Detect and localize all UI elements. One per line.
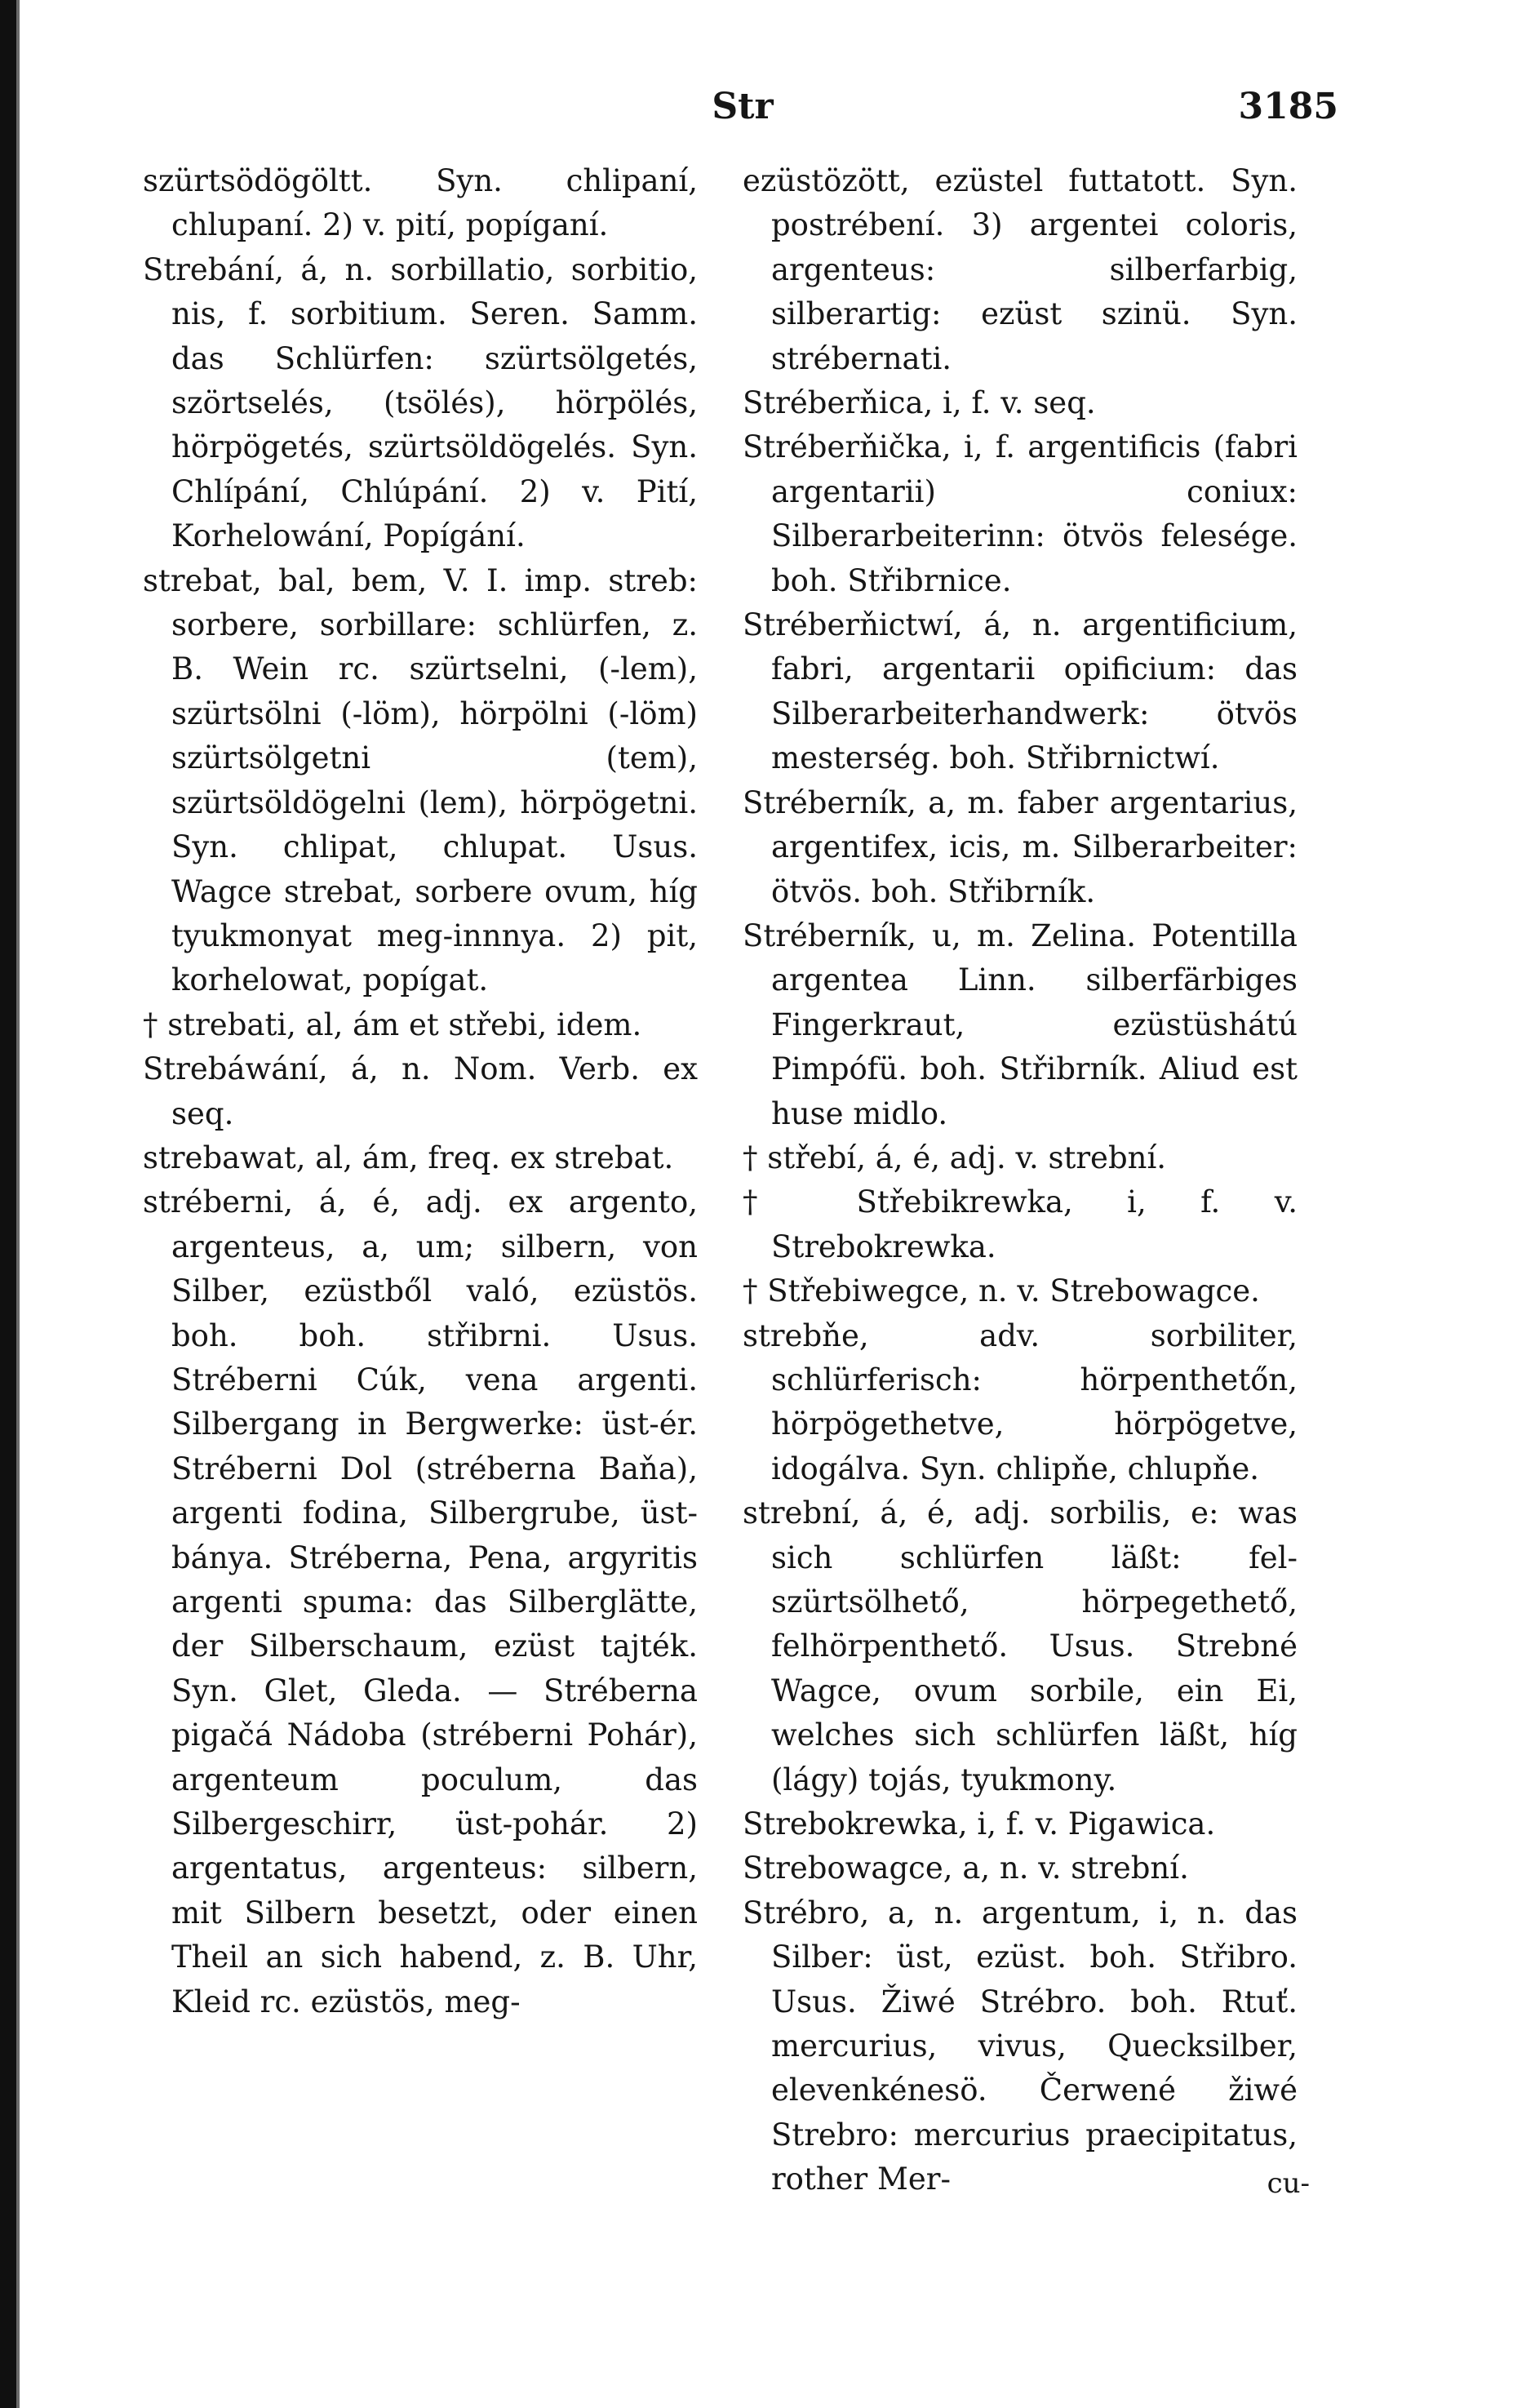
dictionary-entry: Stréberník, a, m. faber argentarius, argentifex, icis, m. Silberarbeiter: ötvös. boh. Střibrník. — [743, 784, 1298, 909]
dictionary-entry: Stréberňica, i, f. v. seq. — [743, 385, 1096, 421]
dictionary-entry: Stréberník, u, m. Zelina. Potentilla argentea Linn. silberfärbiges Fingerkraut, ezüstüshátú Pimpófü. boh. Střibrník. Aliud est huse midlo. — [743, 917, 1298, 1131]
page-header — [147, 86, 1338, 135]
right-column — [743, 159, 1298, 2202]
dictionary-entry: Strebáwání, á, n. Nom. Verb. ex seq. — [143, 1051, 698, 1131]
dictionary-entry: † střebí, á, é, adj. v. strební. — [743, 1140, 1167, 1175]
dictionary-entry: Strebání, á, n. sorbillatio, sorbitio, nis, f. sorbitium. Seren. Samm. das Schlürfen: szürtsölgetés, szörtselés, (tsölés), hörpölés, hörpögetés, szürtsöldögelés. Syn. Chlípání, Chlúpání. 2) v. Pití, Korhelowání, Popígání. — [143, 251, 698, 554]
dictionary-entry: † Střebiwegce, n. v. Strebowagce. — [743, 1273, 1260, 1309]
running-head: Str — [712, 86, 774, 127]
catchword: cu- — [1267, 2167, 1310, 2200]
dictionary-entry: † strebati, al, ám et střebi, idem. — [143, 1006, 642, 1042]
dictionary-entry: strebňe, adv. sorbiliter, schlürferisch: hörpenthetőn, hörpögethetve, hörpögetve, idogálva. Syn. chlipňe, chlupňe. — [743, 1317, 1298, 1486]
dictionary-entry: strební, á, é, adj. sorbilis, e: was sich schlürfen läßt: fel-szürtsölhető, hörpegethető, felhörpenthető. Usus. Strebné Wagce, ovum sorbile, ein Ei, welches sich schlürfen läßt, híg (lágy) tojás, tyukmony. — [743, 1495, 1298, 1797]
page-left-edge-shadow — [0, 0, 16, 2408]
left-column — [143, 159, 698, 2024]
dictionary-entry: stréberni, á, é, adj. ex argento, argenteus, a, um; silbern, von Silber, ezüstből való, ezüstös. boh. boh. střibrni. Usus. Stréberni Cúk, vena argenti. Silbergang in Bergwerke: üst-ér. Stréberni Dol (stréberna Baňa), argenti fodina, Silbergrube, üst-bánya. Stréberna, Pena, argyritis argenti spuma: das Silberglätte, der Silberschaum, ezüst tajték. Syn. Glet, Gleda. — Stréberna pigačá Nádoba (stréberni Pohár), argenteum poculum, das Silbergeschirr, üst-pohár. 2) argentatus, argenteus: silbern, mit Silbern besetzt, oder einen Theil an sich habend, z. B. Uhr, Kleid rc. ezüstös, meg- — [143, 1184, 698, 2019]
dictionary-entry: Strebokrewka, i, f. v. Pigawica. — [743, 1806, 1216, 1842]
dictionary-entry: strebat, bal, bem, V. I. imp. streb: sorbere, sorbillare: schlürfen, z. B. Wein rc. szürtselni, (-lem), szürtsölni (-löm), hörpölni (-löm) szürtsölgetni (tem), szürtsöldögelni (lem), hörpögetni. Syn. chlipat, chlupat. Usus. Wagce strebat, sorbere ovum, híg tyukmonyat meg-innnya. 2) pit, korhelowat, popígat. — [143, 562, 698, 998]
page-left-rule — [16, 0, 20, 2408]
dictionary-entry: † Střebikrewka, i, f. v. Strebokrewka. — [743, 1184, 1298, 1264]
dictionary-entry: Stréberňička, i, f. argentificis (fabri argentarii) coniux: Silberarbeiterinn: ötvös felesége. boh. Střibrnice. — [743, 429, 1298, 598]
dictionary-page — [49, 0, 1518, 2408]
dictionary-entry: ezüstözött, ezüstel futtatott. Syn. postrébení. 3) argentei coloris, argenteus: silberfarbig, silberartig: ezüst szinü. Syn. strébernati. — [743, 163, 1298, 376]
dictionary-entry: Strébro, a, n. argentum, i, n. das Silber: üst, ezüst. boh. Střibro. Usus. Žiwé Strébro. boh. Rtuť. mercurius, vivus, Quecksilber, elevenkénesö. Čerwené žiwé Strebro: mercurius praecipitatus, rother Mer- — [743, 1895, 1298, 2197]
dictionary-entry: szürtsödögöltt. Syn. chlipaní, chlupaní. 2) v. pití, popíganí. — [143, 163, 698, 243]
dictionary-entry: Stréberňictwí, á, n. argentificium, fabri, argentarii opificium: das Silberarbeiterhandwerk: ötvös mesterség. boh. Střibrnictwí. — [743, 607, 1298, 776]
dictionary-entry: Strebowagce, a, n. v. strební. — [743, 1850, 1189, 1886]
page-number: 3185 — [1238, 86, 1338, 127]
dictionary-entry: strebawat, al, ám, freq. ex strebat. — [143, 1140, 674, 1175]
